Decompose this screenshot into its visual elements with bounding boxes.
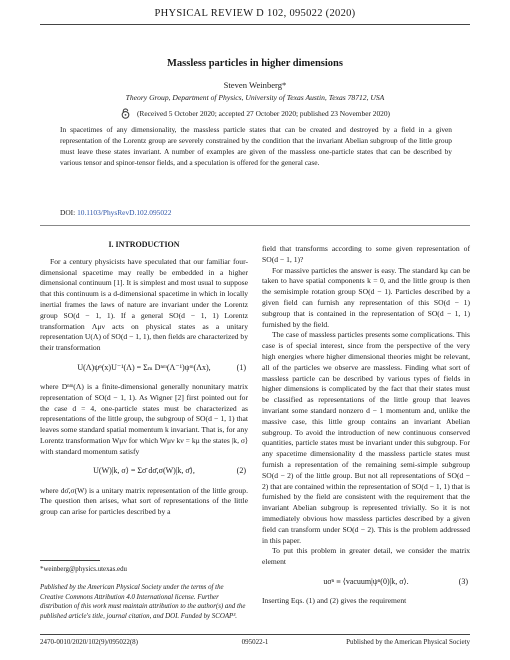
section-heading: I. INTRODUCTION	[108, 240, 180, 249]
header-rule	[40, 24, 470, 25]
author-email-footnote[interactable]: *weinberg@physics.utexas.edu	[40, 566, 127, 573]
right-paragraph-1: field that transforms according to some given representation of SO(d − 1, 1)?	[262, 244, 470, 264]
right-paragraph-2: For massive particles the answer is easy. The standard kμ can be taken to have spatial components k = 0, and the little group is then the semisimple rotation group SO(d − 1). Particles described by a given field can furnish any representation of this SO(d − 1) subgroup that is contained in the representation of SO(d − 1, 1) furnished by the field.	[262, 265, 470, 329]
equation-2-number: (2)	[236, 466, 246, 476]
equation-1-body: U(Λ)ψⁿ(x)U⁻¹(Λ) = Σₘ Dⁿᵐ(Λ⁻¹)ψᵐ(Λx),	[77, 362, 211, 372]
open-access-icon[interactable]	[120, 108, 131, 119]
equation-3-body: uσⁿ ≡ ⟨vacuum|ψⁿ(0)|k, σ⟩.	[323, 576, 409, 586]
equation-1	[40, 356, 248, 380]
author-name[interactable]: Steven Weinberg*	[223, 80, 287, 90]
right-paragraph-5: Inserting Eqs. (1) and (2) gives the requirement	[262, 595, 407, 605]
equation-2-body: U(W)|k, σ⟩ = Σσ̄ dσ̄,σ(W)|k, σ̄⟩,	[93, 466, 195, 476]
footnote-rule	[40, 560, 100, 561]
license-note: Published by the American Physical Society under the terms of the Creative Commons Attribution 4.0 International license. Further distribution of this work must maintain attribution to the author(s) and the published article's title, journal citation, and DOI. Funded by SCOAP³.	[40, 584, 246, 620]
intro-paragraph-1: For a century physicists have speculated that our familiar four-dimensional spacetime may really be embedded in a higher dimensional continuum [1]. It is simplest and most usual to suppose that this continuum is a d-dimensional spacetime in which in locally inertial frames the laws of nature are invariant under the Lorentz group SO(d − 1, 1). If a general SO(d − 1, 1) Lorentz transformation Λμν acts on physical states as a unitary representation U(Λ) of SO(d − 1, 1), then fields are characterized by their transformation	[40, 256, 248, 353]
running-head: PHYSICAL REVIEW D 102, 095022 (2020)	[154, 8, 356, 19]
right-paragraph-4: To put this problem in greater detail, we consider the matrix element	[262, 546, 470, 567]
doi-label: DOI:	[60, 208, 76, 217]
right-column	[262, 244, 470, 607]
footer-issn: 2470-0010/2020/102(9)/095022(8)	[40, 638, 138, 646]
abstract: In spacetimes of any dimensionality, the massless particle states that can be created and destroyed by a field in a given representation of the Lorentz group are severely constrained by the condition that the invariant Abelian subgroup of the little group must leave these states invariant. A number of examples are given of the massless one-particle states that can be described by various tensor and spinor-tensor fields, and a speculation is offered for the general case.	[60, 125, 452, 167]
footer-page-number: 095022-1	[241, 638, 269, 646]
footer-publisher: Published by the American Physical Society	[346, 638, 470, 646]
equation-3-number: (3)	[458, 576, 468, 586]
paper-title: Massless particles in higher dimensions	[167, 58, 343, 69]
dates-text: (Received 5 October 2020; accepted 27 October 2020; published 23 November 2020)	[136, 109, 391, 118]
doi-line	[60, 208, 171, 217]
equation-3	[262, 570, 470, 594]
right-paragraph-3: The case of massless particles presents some complications. This case is of special interest, since from the perspective of the very high energies where higher dimensional theories might be relevant, all of the particles we observe are massless. Finding what sort of massless particle can be described by various types of fields in higher dimensions is complicated by the fact that their states must be classified as representations of the little group that leaves invariant some standard nonzero d − 1 momentum and, unlike the massive case, this little group contains an invariant Abelian subgroup. To avoid the introduction of new continuous conserved quantities, particle states must be invariant under this subgroup. For any spacetime dimensionality d the massless particle states must furnish a representation of the remaining semi-simple subgroup SO(d − 2) of the little group. But not all representations of SO(d − 2) that are contained within the representation of SO(d − 1, 1) that is furnished by the field are consistent with the requirement that the invariant Abelian subgroup is represented trivially. So it is not immediately obvious how massless particles described by a given field can transform under SO(d − 2). This is the problem addressed in this paper.	[262, 330, 470, 545]
doi-link[interactable]: 10.1103/PhysRevD.102.095022	[77, 208, 172, 217]
intro-paragraph-2: where Dⁿᵐ(Λ) is a finite-dimensional generally nonunitary matrix representation of SO(d − 1, 1). As Wigner [2] first pointed out for the case d = 4, one-particle states must be characterized as representations of the little group, the subgroup of SO(d − 1, 1) that leaves some standard spatial momentum k invariant. That is, for any Lorentz transformation Wμν for which Wμν kν = kμ the states |k, σ⟩ with standard momentum satisfy	[40, 381, 248, 456]
footer-rule	[40, 634, 470, 635]
abstract-rule	[40, 225, 470, 226]
intro-paragraph-3: where dσ̄,σ(W) is a unitary matrix representation of the little group. The question then arises, what sort of representations of the little group can arise for particles described by a	[40, 485, 248, 517]
publication-dates	[0, 108, 510, 119]
author-affiliation: Theory Group, Department of Physics, University of Texas Austin, Texas 78712, USA	[125, 93, 385, 102]
equation-2	[40, 460, 248, 484]
left-column	[40, 240, 248, 518]
equation-1-number: (1)	[236, 362, 246, 372]
